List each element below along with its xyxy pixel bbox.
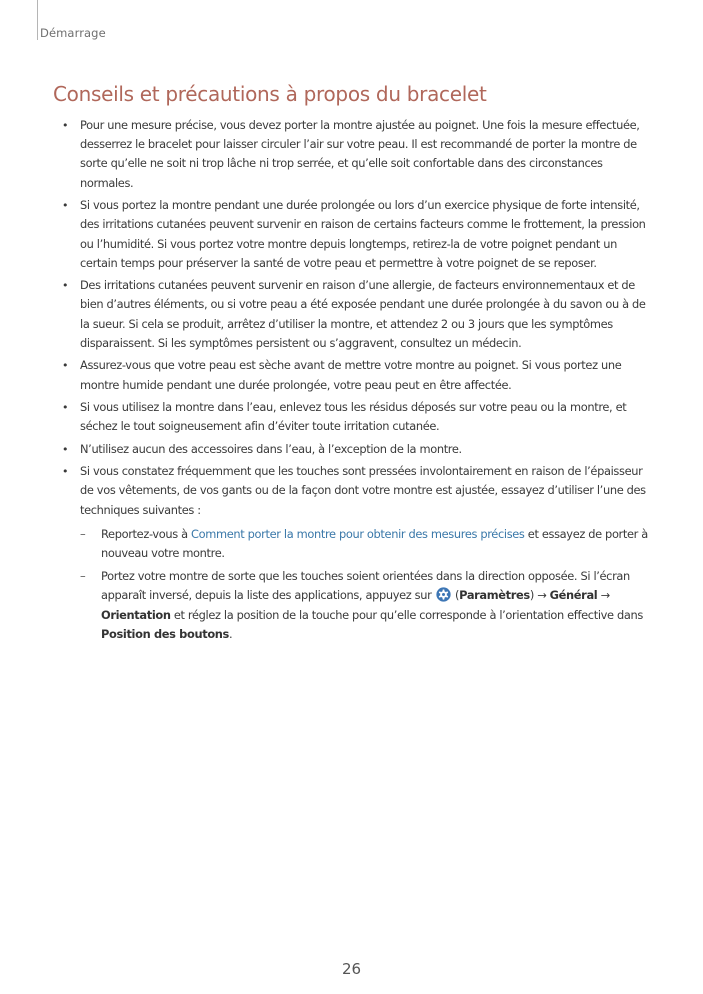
bullet-icon: • (62, 442, 69, 456)
list-item-text: N’utilisez aucun des accessoires dans l’eau, à l’exception de la montre. (80, 441, 462, 456)
technique-suffix: et essayez de porter à nouveau votre montre. (101, 526, 648, 561)
list-item-text: Si vous portez la montre pendant une durée prolongée ou lors d’un exercice physique de forte intensité, des irritations cutanées peuvent survenir en raison de certains facteurs comme le frottement, la pression ou l’humidité. Si vous portez votre montre depuis longtemps, retirez-la de votre poignet pendant un certain temps pour préserver la santé de votre peau et permettre à votre poignet de se reposer. (80, 198, 646, 270)
technique-item-reference (80, 525, 648, 563)
list-item-text: Pour une mesure précise, vous devez porter la montre ajustée au poignet. Une fois la mesure effectuée, desserrez le bracelet pour laisser circuler l’air sur votre peau. Il est recommandé de porter la montre de sorte qu’elle ne soit ni trop lâche ni trop serrée, et qu’elle soit confortable dans des circonstances normales. (80, 118, 640, 190)
bullet-icon: • (62, 401, 69, 415)
list-item (62, 356, 648, 394)
general-label: Général (549, 588, 598, 603)
technique-item-orientation (80, 567, 648, 644)
orientation-end: . (228, 626, 233, 641)
content-body (62, 116, 648, 648)
settings-label: Paramètres (459, 588, 530, 603)
list-item-text: Si vous constatez fréquemment que les touches sont pressées involontairement en raison de l’épaisseur de vos vêtements, de vos gants ou de la façon dont votre montre est ajustée, essayez d’utiliser l’une des techniques suivantes : (80, 464, 646, 517)
bullet-icon: • (62, 199, 69, 213)
orientation-mid: et réglez la position de la touche pour qu’elle corresponde à l’orientation effective dans (170, 607, 643, 622)
technique-prefix: Reportez-vous à (101, 526, 192, 541)
bullet-list (62, 116, 648, 644)
list-item-text: Des irritations cutanées peuvent survenir en raison d’une allergie, de facteurs environnementaux et de bien d’autres éléments, ou si votre peau a été exposée pendant une durée prolongée à du savon ou à de la sueur. Si cela se produit, arrêtez d’utiliser la montre, et attendez 2 ou 3 jours que les symptômes disparaissent. Si les symptômes persistent ou s’aggravent, consultez un médecin. (80, 278, 646, 350)
list-item (62, 276, 648, 353)
button-position-label: Position des boutons (101, 626, 229, 641)
orientation-prefix: Portez votre montre de sorte que les touches soient orientées dans la direction opposée. Si l’écran apparaît inversé, depuis la liste des applications, appuyez sur (101, 569, 630, 603)
list-item (62, 398, 648, 436)
bullet-icon: • (62, 465, 69, 479)
bullet-icon: • (62, 279, 69, 293)
bullet-icon: • (62, 119, 69, 132)
list-item-text: Si vous utilisez la montre dans l’eau, enlevez tous les résidus déposés sur votre peau ou la montre, et séchez le tout soigneusement afin d’éviter toute irritation cutanée. (80, 400, 627, 434)
page-number: 26 (341, 960, 362, 978)
technique-list (80, 525, 648, 644)
dash-icon: – (80, 526, 86, 541)
wear-watch-link[interactable]: Comment porter la montre pour obtenir des mesures précises (191, 526, 525, 541)
page-title: Conseils et précautions à propos du bracelet (53, 82, 487, 106)
list-item (62, 440, 648, 459)
list-item (62, 462, 648, 644)
header-divider (37, 0, 38, 40)
paren-open: ( (451, 588, 460, 603)
dash-icon: – (80, 569, 86, 584)
list-item (62, 116, 648, 193)
arrow-1: ) → (529, 588, 550, 603)
bullet-icon: • (62, 359, 69, 373)
list-item (62, 196, 648, 273)
list-item-text: Assurez-vous que votre peau est sèche avant de mettre votre montre au poignet. Si vous portez une montre humide pendant une durée prolongée, votre peau peut en être affectée. (80, 358, 622, 392)
gear-icon (436, 587, 451, 602)
section-label: Démarrage (40, 26, 106, 40)
orientation-label: Orientation (101, 607, 171, 622)
arrow-2: → (597, 588, 610, 603)
